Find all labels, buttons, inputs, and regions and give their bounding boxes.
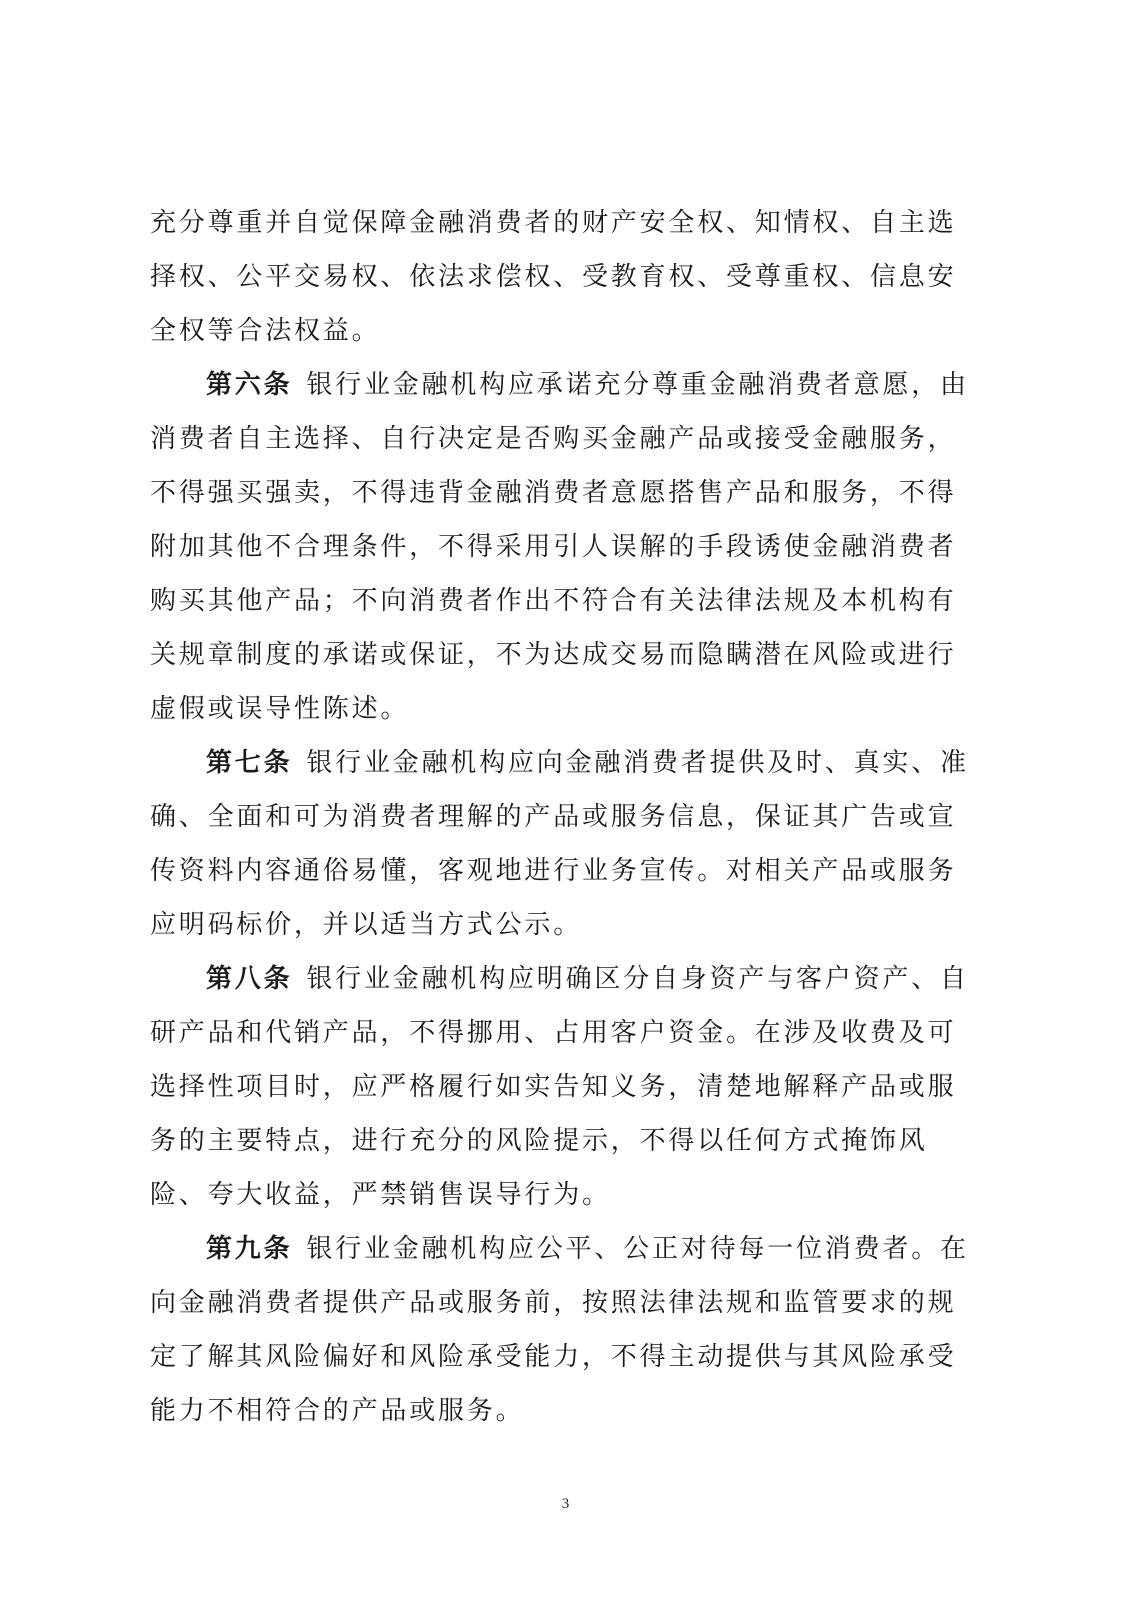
- article-label: 第九条: [206, 1234, 293, 1264]
- article-label: 第六条: [206, 370, 293, 400]
- article-text: 银行业金融机构应明确区分自身资产与客户资产、自研产品和代销产品，不得挪用、占用客户资金。在涉及收费及可选择性项目时，应严格履行如实告知义务，清楚地解释产品或服务的主要特点，进行充分的风险提示，不得以任何方式掩饰风险、夸大收益，严禁销售误导行为。: [150, 964, 969, 1210]
- continuation-paragraph: 充分尊重并自觉保障金融消费者的财产安全权、知情权、自主选择权、公平交易权、依法求偿权、受教育权、受尊重权、信息安全权等合法权益。: [150, 208, 957, 346]
- document-body: [150, 196, 980, 1438]
- article-label: 第七条: [206, 748, 293, 778]
- article-9: [150, 1222, 980, 1438]
- article-6: [150, 358, 980, 736]
- article-label: 第八条: [206, 964, 293, 994]
- article-text: 银行业金融机构应向金融消费者提供及时、真实、准确、全面和可为消费者理解的产品或服务信息，保证其广告或宣传资料内容通俗易懂，客观地进行业务宣传。对相关产品或服务应明码标价，并以适当方式公示。: [150, 748, 969, 940]
- article-text: 银行业金融机构应公平、公正对待每一位消费者。在向金融消费者提供产品或服务前，按照法律法规和监管要求的规定了解其风险偏好和风险承受能力，不得主动提供与其风险承受能力不相符合的产品或服务。: [150, 1234, 969, 1426]
- page-number: 3: [561, 1496, 570, 1512]
- article-7: [150, 736, 980, 952]
- article-8: [150, 952, 980, 1222]
- article-text: 银行业金融机构应承诺充分尊重金融消费者意愿，由消费者自主选择、自行决定是否购买金融产品或接受金融服务，不得强买强卖，不得违背金融消费者意愿搭售产品和服务，不得附加其他不合理条件，不得采用引人误解的手段诱使金融消费者购买其他产品；不向消费者作出不符合有关法律法规及本机构有关规章制度的承诺或保证，不为达成交易而隐瞒潜在风险或进行虚假或误导性陈述。: [150, 370, 969, 724]
